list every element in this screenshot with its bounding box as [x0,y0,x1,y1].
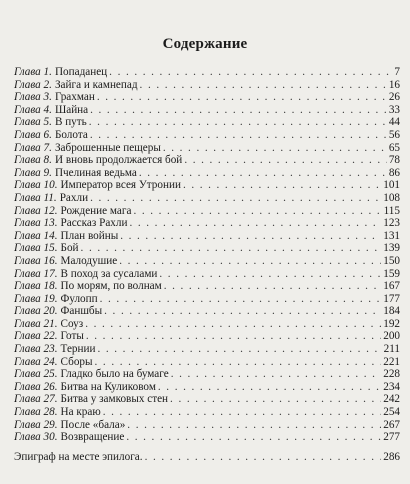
toc-entry-9 [14,167,400,180]
chapter-title: На краю [60,406,101,419]
page-number: 211 [383,343,400,356]
dot-leader [103,406,381,419]
page-number: 159 [383,267,400,280]
chapter-label: Глава 7. [14,141,52,154]
chapter-label: Глава 13. [14,217,58,230]
chapter-title: Малодушие [60,254,118,267]
chapter-label: Глава 21. [14,317,58,330]
toc-entry-30 [14,431,400,444]
page-number: 44 [388,116,400,129]
chapter-label: Глава 27. [14,393,58,406]
page-number: 200 [383,330,400,343]
chapter-label: Глава 30. [14,431,58,444]
page-number: 115 [383,204,400,217]
chapter-title: Гладко было на бумаге [60,368,169,381]
toc-entry-20 [14,305,400,318]
chapter-title: Заброшенные пещеры [54,141,161,154]
page-number: 254 [383,406,400,419]
dot-leader [85,318,381,331]
dot-leader [163,142,387,155]
chapter-label: Глава 29. [14,418,58,431]
toc-entry-23 [14,343,400,356]
chapter-title: Готы [60,330,84,343]
dot-leader [133,205,381,218]
chapter-title: Грахман [54,91,95,104]
toc-entry-24 [14,356,400,369]
chapter-label: Глава 16. [14,254,58,267]
chapter-label: Глава 14. [14,229,58,242]
chapter-label: Глава 26. [14,380,58,393]
chapter-label: Глава 4. [14,103,52,116]
dot-leader [104,305,381,318]
page-number: 234 [383,380,400,393]
chapter-title: Битва у замковых стен [60,393,169,406]
page-number: 101 [383,179,400,192]
chapter-label: Глава 18. [14,280,58,293]
chapter-label: Глава 12. [14,204,58,217]
page-number: 177 [383,292,400,305]
page-number: 184 [383,305,400,318]
chapter-label: Глава 3. [14,91,52,104]
page-number: 123 [383,217,400,230]
toc-entry-25 [14,368,400,381]
toc-list [14,66,400,444]
toc-entry-17 [14,268,400,281]
chapter-label: Глава 5. [14,116,52,129]
toc-entry-5 [14,116,400,129]
page-number: 7 [394,66,400,78]
chapter-label: Глава 24. [14,355,58,368]
dot-leader [183,179,381,192]
dot-leader [145,451,382,464]
chapter-title: По морям, по волнам [60,280,162,293]
chapter-title: Фулопп [60,292,98,305]
dot-leader [120,230,381,243]
chapter-title: Бой [60,242,79,255]
toc-entry-6 [14,129,400,142]
dot-leader [90,129,387,142]
page-number: 221 [383,355,400,368]
page-number: 86 [388,166,400,179]
chapter-label: Глава 23. [14,343,58,356]
toc-entry-27 [14,393,400,406]
toc-entry-14 [14,230,400,243]
page-number: 192 [383,317,400,330]
dot-leader [184,154,387,167]
toc-entry-3 [14,91,400,104]
page-number: 78 [388,154,400,167]
page-number: 108 [383,191,400,204]
chapter-label: Глава 2. [14,78,52,91]
toc-entry-26 [14,381,400,394]
page-number: 65 [388,141,400,154]
page-number: 26 [388,91,400,104]
page-number: 150 [383,254,400,267]
page-number: 267 [383,418,400,431]
chapter-title: Попаданец [54,66,108,78]
page-number: 242 [383,393,400,406]
chapter-title: В поход за сусалами [60,267,158,280]
chapter-label: Глава 1. [14,66,52,78]
chapter-title: Зайга и камнепад [54,78,138,91]
chapter-title: Рахли [59,191,89,204]
chapter-label: Глава 9. [14,166,52,179]
dot-leader [164,280,381,293]
chapter-label: Глава 20. [14,305,58,318]
chapter-label: Глава 6. [14,128,52,141]
dot-leader [95,356,382,369]
chapter-title: Возвращение [60,431,125,444]
toc-entry-11 [14,192,400,205]
toc-entry-16 [14,255,400,268]
epilogue-title: Эпиграф на месте эпилога. [14,451,143,463]
chapter-label: Глава 8. [14,154,52,167]
toc-entry-2 [14,79,400,92]
page-number: 286 [383,451,400,463]
chapter-label: Глава 25. [14,368,58,381]
page-number: 16 [388,78,400,91]
dot-leader [81,242,382,255]
dot-leader [139,167,387,180]
dot-leader [100,293,382,306]
dot-leader [159,268,381,281]
chapter-title: Соуз [60,317,84,330]
dot-leader [97,343,381,356]
dot-leader [170,393,381,406]
dot-leader [140,79,387,92]
page-number: 131 [383,229,400,242]
page-title: Содержание [162,36,248,52]
toc-epilogue [14,451,400,464]
chapter-title: Болота [54,128,88,141]
page-number: 167 [383,280,400,293]
toc-entry-13 [14,217,400,230]
chapter-title: В путь [54,116,87,129]
toc-entry-epilogue [14,451,400,464]
dot-leader [90,104,387,117]
chapter-title: Сборы [60,355,93,368]
chapter-title: Фаншбы [60,305,103,318]
dot-leader [90,192,381,205]
dot-leader [97,91,387,104]
dot-leader [126,431,381,444]
chapter-label: Глава 17. [14,267,58,280]
chapter-title: Тернии [60,343,96,356]
chapter-label: Глава 19. [14,292,58,305]
toc-entry-22 [14,330,400,343]
dot-leader [86,330,381,343]
dot-leader [109,66,392,79]
chapter-title: Пчелиная ведьма [54,166,137,179]
toc-entry-15 [14,242,400,255]
toc-entry-7 [14,142,400,155]
dot-leader [89,116,387,129]
chapter-title: План войны [60,229,119,242]
toc-entry-19 [14,293,400,306]
toc-entry-10 [14,179,400,192]
chapter-title: Рассказ Рахли [60,217,128,230]
page-number: 228 [383,368,400,381]
page-number: 33 [388,103,400,116]
chapter-label: Глава 11. [14,191,57,204]
chapter-title: Шайна [54,103,89,116]
dot-leader [129,217,381,230]
dot-leader [119,255,381,268]
chapter-label: Глава 10. [14,179,58,192]
toc-entry-21 [14,318,400,331]
chapter-title: Рождение мага [60,204,132,217]
page-number: 277 [383,431,400,444]
toc-entry-29 [14,419,400,432]
toc-entry-28 [14,406,400,419]
chapter-label: Глава 15. [14,242,58,255]
chapter-label: Глава 28. [14,406,58,419]
chapter-label: Глава 22. [14,330,58,343]
chapter-title: После «бала» [60,418,126,431]
dot-leader [171,368,382,381]
toc-entry-1 [14,66,400,79]
page-number: 139 [383,242,400,255]
dot-leader [158,381,381,394]
toc-entry-4 [14,104,400,117]
toc-entry-18 [14,280,400,293]
toc-entry-12 [14,205,400,218]
chapter-title: Император всея Утронии [60,179,181,192]
page-number: 56 [388,128,400,141]
dot-leader [127,419,381,432]
toc-entry-8 [14,154,400,167]
chapter-title: И вновь продолжается бой [54,154,183,167]
chapter-title: Битва на Куликовом [60,380,156,393]
